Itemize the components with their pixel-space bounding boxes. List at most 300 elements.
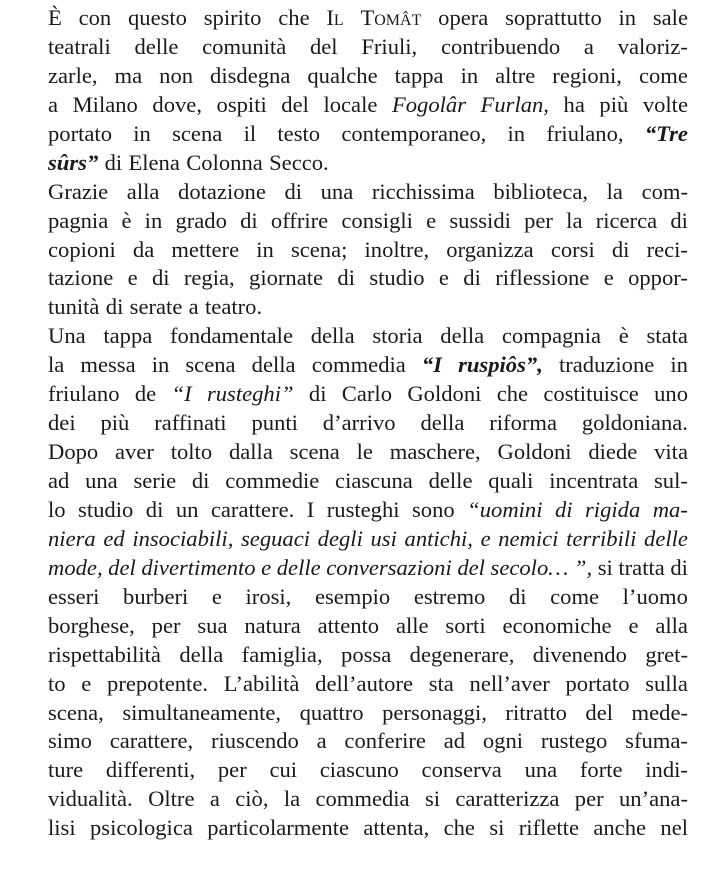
word: del xyxy=(585,699,614,725)
text-line xyxy=(48,641,688,670)
word: del xyxy=(457,554,485,580)
text-line xyxy=(48,583,688,612)
word: niera xyxy=(48,525,96,551)
word: Goldoni xyxy=(407,381,482,407)
word: come xyxy=(550,583,600,609)
word: per xyxy=(217,757,247,783)
word: tolto xyxy=(170,439,213,465)
word: compagnia xyxy=(501,323,602,349)
text-line xyxy=(48,62,688,91)
word: burberi xyxy=(123,583,189,609)
word: disdegna xyxy=(210,62,291,88)
word: incentrata xyxy=(549,468,639,493)
word: vita xyxy=(654,439,688,465)
word: copioni xyxy=(48,236,116,262)
word: personaggi, xyxy=(382,699,487,725)
word: opera xyxy=(438,5,489,30)
word: serie xyxy=(133,468,177,493)
word: scena xyxy=(172,120,223,146)
word: quali xyxy=(488,468,534,493)
word: Il xyxy=(326,5,344,30)
word: rusteghi” xyxy=(206,381,294,407)
word: ospiti xyxy=(216,91,267,117)
word: corsi xyxy=(550,236,595,262)
word: e xyxy=(211,583,222,609)
text-line xyxy=(48,120,688,149)
word: portato xyxy=(48,120,112,146)
word: ritratto xyxy=(505,699,567,725)
paragraph xyxy=(48,4,688,178)
word: una xyxy=(85,468,118,493)
word: de xyxy=(134,381,157,407)
word: punti xyxy=(251,410,298,436)
word: Friuli, xyxy=(361,33,418,59)
text-line xyxy=(48,785,688,814)
word: commedia xyxy=(315,786,410,812)
word: commedia xyxy=(311,352,406,378)
word: psicologica xyxy=(89,815,193,841)
text-line xyxy=(48,293,688,322)
word: una xyxy=(320,178,354,204)
word: possa xyxy=(341,641,392,667)
text-line xyxy=(48,496,688,525)
word: scena, xyxy=(48,699,104,725)
word: comunità xyxy=(202,33,287,59)
word: seguaci xyxy=(241,525,311,551)
word: in xyxy=(256,236,274,262)
word: del xyxy=(108,554,136,580)
word: della xyxy=(310,323,355,349)
word: borghese, xyxy=(48,612,135,638)
word: come xyxy=(638,62,688,88)
word: “I xyxy=(421,352,442,378)
word: tappa xyxy=(103,323,153,349)
text-line xyxy=(48,351,688,380)
word: da xyxy=(132,236,155,262)
word: è xyxy=(121,207,132,233)
word: Furlan, xyxy=(480,91,549,117)
word: regioni, xyxy=(552,62,622,88)
word: dell’autore xyxy=(315,670,413,696)
word: conserva xyxy=(421,757,502,783)
word: lisi xyxy=(48,815,76,841)
word: ogni xyxy=(482,728,524,754)
word: usi xyxy=(370,525,397,551)
word: e xyxy=(628,612,639,638)
word: alle xyxy=(395,612,429,638)
word: della xyxy=(251,352,296,378)
word: messa xyxy=(80,352,136,378)
word: degenerare, xyxy=(409,641,515,667)
word: estremo xyxy=(413,583,486,609)
word: Grazie xyxy=(48,178,109,204)
word: scena xyxy=(289,439,340,465)
word: maschere, xyxy=(389,439,481,465)
text-line xyxy=(48,178,688,207)
word: di xyxy=(284,178,303,204)
word: Secco. xyxy=(269,149,329,175)
word: Fogolâr xyxy=(391,91,466,117)
word: ad xyxy=(48,468,70,493)
word: friulano, xyxy=(546,120,624,146)
word: mede- xyxy=(631,699,688,725)
word: e xyxy=(480,525,491,551)
text-line xyxy=(48,438,688,467)
word: di xyxy=(308,381,327,407)
word: teatrali xyxy=(48,33,111,59)
word: in xyxy=(144,207,163,233)
word: delle xyxy=(644,525,688,551)
word: questo xyxy=(127,5,187,30)
word: d’arrivo xyxy=(322,410,396,436)
word: di xyxy=(611,236,630,262)
word: dalla xyxy=(228,439,273,465)
word: una xyxy=(524,757,558,783)
word: gret- xyxy=(645,641,688,667)
word: della xyxy=(440,323,485,349)
word: riflessione xyxy=(495,265,590,291)
word: quattro xyxy=(299,699,364,725)
word: in xyxy=(460,62,479,88)
word: si xyxy=(597,554,613,580)
word: tunità xyxy=(48,294,100,320)
word: reci- xyxy=(646,236,688,262)
word: portato xyxy=(565,670,630,696)
word: di xyxy=(554,496,573,522)
word: famiglia, xyxy=(241,641,323,667)
word: scena; xyxy=(290,236,348,262)
word: antichi, xyxy=(404,525,473,551)
word: ad xyxy=(443,728,466,754)
text-line xyxy=(48,322,688,351)
word: della xyxy=(179,641,224,667)
word: che xyxy=(278,5,310,30)
word: divenendo xyxy=(532,641,627,667)
word: la xyxy=(283,786,301,812)
word: più xyxy=(599,91,629,117)
word: spirito xyxy=(203,5,262,30)
word: attento xyxy=(317,612,380,638)
word: che xyxy=(496,381,529,407)
word: Elena xyxy=(128,149,180,175)
word: regia, xyxy=(183,265,235,291)
word: costituisce xyxy=(543,381,639,407)
word: sulla xyxy=(645,670,688,696)
word: ciascuna xyxy=(335,468,413,493)
word: esseri xyxy=(48,583,100,609)
text-line xyxy=(48,699,688,728)
word: per xyxy=(151,612,181,638)
word: in xyxy=(133,120,151,146)
word: rusteghi xyxy=(326,496,400,522)
word: soprattutto xyxy=(505,5,602,30)
word: differenti, xyxy=(105,757,196,783)
word: e xyxy=(81,670,92,696)
word: sale xyxy=(652,5,688,30)
text-line xyxy=(48,554,688,583)
paragraph xyxy=(48,178,688,323)
word: con xyxy=(78,5,112,30)
word: in xyxy=(670,352,688,378)
word: di xyxy=(105,294,124,320)
word: si xyxy=(424,786,441,812)
word: e xyxy=(127,265,138,291)
word: indi- xyxy=(645,757,688,783)
word: commedie xyxy=(225,468,320,493)
word: locale xyxy=(323,91,378,117)
word: sono xyxy=(412,496,455,522)
word: della xyxy=(420,410,465,436)
word: natura xyxy=(244,612,301,638)
word: nel xyxy=(660,815,688,841)
word: in xyxy=(507,120,526,146)
word: grado xyxy=(175,207,227,233)
word: valoriz- xyxy=(617,33,688,59)
word: l’uomo xyxy=(622,583,688,609)
word: un’ana- xyxy=(618,786,688,812)
text-line xyxy=(48,814,688,843)
document-page xyxy=(48,4,688,869)
word: e xyxy=(261,554,272,580)
word: a xyxy=(48,91,59,117)
word: un xyxy=(175,496,199,522)
word: ricchissima xyxy=(371,178,475,204)
word: simo xyxy=(48,728,92,754)
word: di xyxy=(670,554,688,580)
word: di xyxy=(670,207,688,233)
word: dotazione xyxy=(178,178,266,204)
word: riuscendo xyxy=(210,728,299,754)
word: forte xyxy=(579,757,623,783)
word: dei xyxy=(48,410,76,436)
word: altre xyxy=(495,62,536,88)
word: ricerca xyxy=(595,207,658,233)
word: com- xyxy=(641,178,688,204)
word: di xyxy=(463,265,481,291)
word: oppor- xyxy=(628,265,688,291)
word: ruspiôs”, xyxy=(458,352,543,378)
word: ma- xyxy=(652,496,688,522)
text-line xyxy=(48,756,688,785)
word: non xyxy=(159,62,194,88)
word: Tomât xyxy=(360,5,422,30)
word: to xyxy=(48,670,66,696)
word: di xyxy=(191,468,210,493)
word: qualche xyxy=(307,62,378,88)
word: irosi, xyxy=(245,583,292,609)
word: giornate xyxy=(249,265,324,291)
word: ciascuno xyxy=(319,757,399,783)
word: il xyxy=(243,120,257,146)
word: “Tre xyxy=(644,120,688,146)
word: ha xyxy=(563,91,585,117)
word: conversazioni xyxy=(326,554,452,580)
word: economiche xyxy=(502,612,612,638)
word: Milano xyxy=(72,91,138,117)
word: in xyxy=(151,352,170,378)
word: uno xyxy=(654,381,688,407)
word: “I xyxy=(171,381,192,407)
word: delle xyxy=(276,554,321,580)
word: conferire xyxy=(344,728,426,754)
text-line xyxy=(48,91,688,120)
word: sul- xyxy=(654,468,688,493)
word: contemporaneo, xyxy=(341,120,487,146)
text-line xyxy=(48,525,688,554)
word: particolarmente xyxy=(207,815,350,841)
word: del xyxy=(281,91,309,117)
word: pagnia xyxy=(48,207,109,233)
word: di xyxy=(104,149,123,175)
word: cui xyxy=(269,757,298,783)
word: è xyxy=(618,323,629,349)
word: sfuma- xyxy=(625,728,688,754)
word: fondamentale xyxy=(170,323,293,349)
word: alla xyxy=(655,612,688,638)
text-line xyxy=(48,380,688,409)
word: in xyxy=(618,5,637,30)
word: Una xyxy=(48,323,86,349)
text-line xyxy=(48,727,688,756)
word: Oltre xyxy=(148,786,195,812)
word: secolo… xyxy=(490,554,569,580)
word: delle xyxy=(428,468,473,493)
word: sorti xyxy=(445,612,486,638)
word: ed xyxy=(103,525,125,551)
word: Goldoni xyxy=(497,439,572,465)
word: a xyxy=(188,294,199,320)
word: attenta, xyxy=(363,815,430,841)
word: a xyxy=(583,33,594,59)
text-line xyxy=(48,149,688,178)
word: esempio xyxy=(314,583,391,609)
word: diede xyxy=(588,439,638,465)
word: ma xyxy=(114,62,143,88)
word: sûrs” xyxy=(48,149,99,175)
word: nell’aver xyxy=(469,670,550,696)
word: riflette xyxy=(518,815,579,841)
word: “uomini xyxy=(467,496,543,522)
word: la xyxy=(48,352,65,378)
word: Carlo xyxy=(341,381,392,407)
word: insociabili, xyxy=(132,525,234,551)
word: ture xyxy=(48,757,84,783)
word: consigli xyxy=(341,207,413,233)
word: carattere, xyxy=(109,728,194,754)
word: anche xyxy=(593,815,647,841)
word: biblioteca, xyxy=(493,178,589,204)
word: le xyxy=(356,439,373,465)
word: rispettabilità xyxy=(48,641,161,667)
word: inoltre, xyxy=(364,236,430,262)
text-line xyxy=(48,264,688,293)
word: la xyxy=(566,207,583,233)
text-line xyxy=(48,670,688,699)
word: per xyxy=(524,207,553,233)
word: e xyxy=(438,265,449,291)
word: studio xyxy=(78,496,134,522)
word: e xyxy=(426,207,437,233)
word: sta xyxy=(428,670,454,696)
word: di xyxy=(240,207,258,233)
word: ciò, xyxy=(235,786,269,812)
word: zarle, xyxy=(48,62,98,88)
paragraph xyxy=(48,322,688,843)
word: e xyxy=(603,265,614,291)
word: L’abilità xyxy=(223,670,300,696)
text-line xyxy=(48,207,688,236)
word: scena xyxy=(185,352,236,378)
word: lo xyxy=(48,496,66,522)
text-line xyxy=(48,33,688,62)
text-line xyxy=(48,4,688,33)
word: vidualità. xyxy=(48,786,133,812)
word: a xyxy=(209,786,220,812)
word: degli xyxy=(317,525,363,551)
word: sua xyxy=(197,612,228,638)
word: goldoniana. xyxy=(581,410,688,436)
word: alla xyxy=(126,178,160,204)
word: ”, xyxy=(573,554,593,580)
text-line xyxy=(48,467,688,496)
word: organizza xyxy=(446,236,534,262)
word: di xyxy=(151,265,170,291)
word: che xyxy=(443,815,475,841)
word: prepotente. xyxy=(107,670,209,696)
word: si xyxy=(489,815,505,841)
word: riforma xyxy=(489,410,557,436)
word: mode, xyxy=(48,554,103,580)
text-line xyxy=(48,236,688,265)
word: serate xyxy=(129,294,183,320)
word: stata xyxy=(646,323,688,349)
word: di xyxy=(145,496,164,522)
word: tappa xyxy=(394,62,444,88)
word: divertimento xyxy=(141,554,256,580)
word: testo xyxy=(277,120,321,146)
word: rigida xyxy=(585,496,641,522)
word: studio xyxy=(369,265,425,291)
word: traduzione xyxy=(558,352,655,378)
word: la xyxy=(606,178,623,204)
word: teatro. xyxy=(205,294,263,320)
word: aver xyxy=(115,439,154,465)
word: del xyxy=(309,33,338,59)
word: tratta xyxy=(618,554,665,580)
word: sussidi xyxy=(449,207,511,233)
word: di xyxy=(337,265,355,291)
word: simultaneamente, xyxy=(122,699,282,725)
word: contribuendo xyxy=(440,33,561,59)
word: di xyxy=(508,583,527,609)
word: rustego xyxy=(540,728,608,754)
text-line xyxy=(48,612,688,641)
word: offrire xyxy=(270,207,329,233)
word: I xyxy=(306,496,315,522)
word: mettere xyxy=(171,236,240,262)
word: per xyxy=(574,786,604,812)
word: caratterizza xyxy=(455,786,560,812)
word: delle xyxy=(134,33,179,59)
word: terribili xyxy=(566,525,637,551)
word: tazione xyxy=(48,265,114,291)
word: Colonna xyxy=(186,149,263,175)
word: volte xyxy=(642,91,688,117)
word: raffinati xyxy=(154,410,227,436)
word: a xyxy=(316,728,327,754)
text-line xyxy=(48,409,688,438)
word: più xyxy=(100,410,130,436)
